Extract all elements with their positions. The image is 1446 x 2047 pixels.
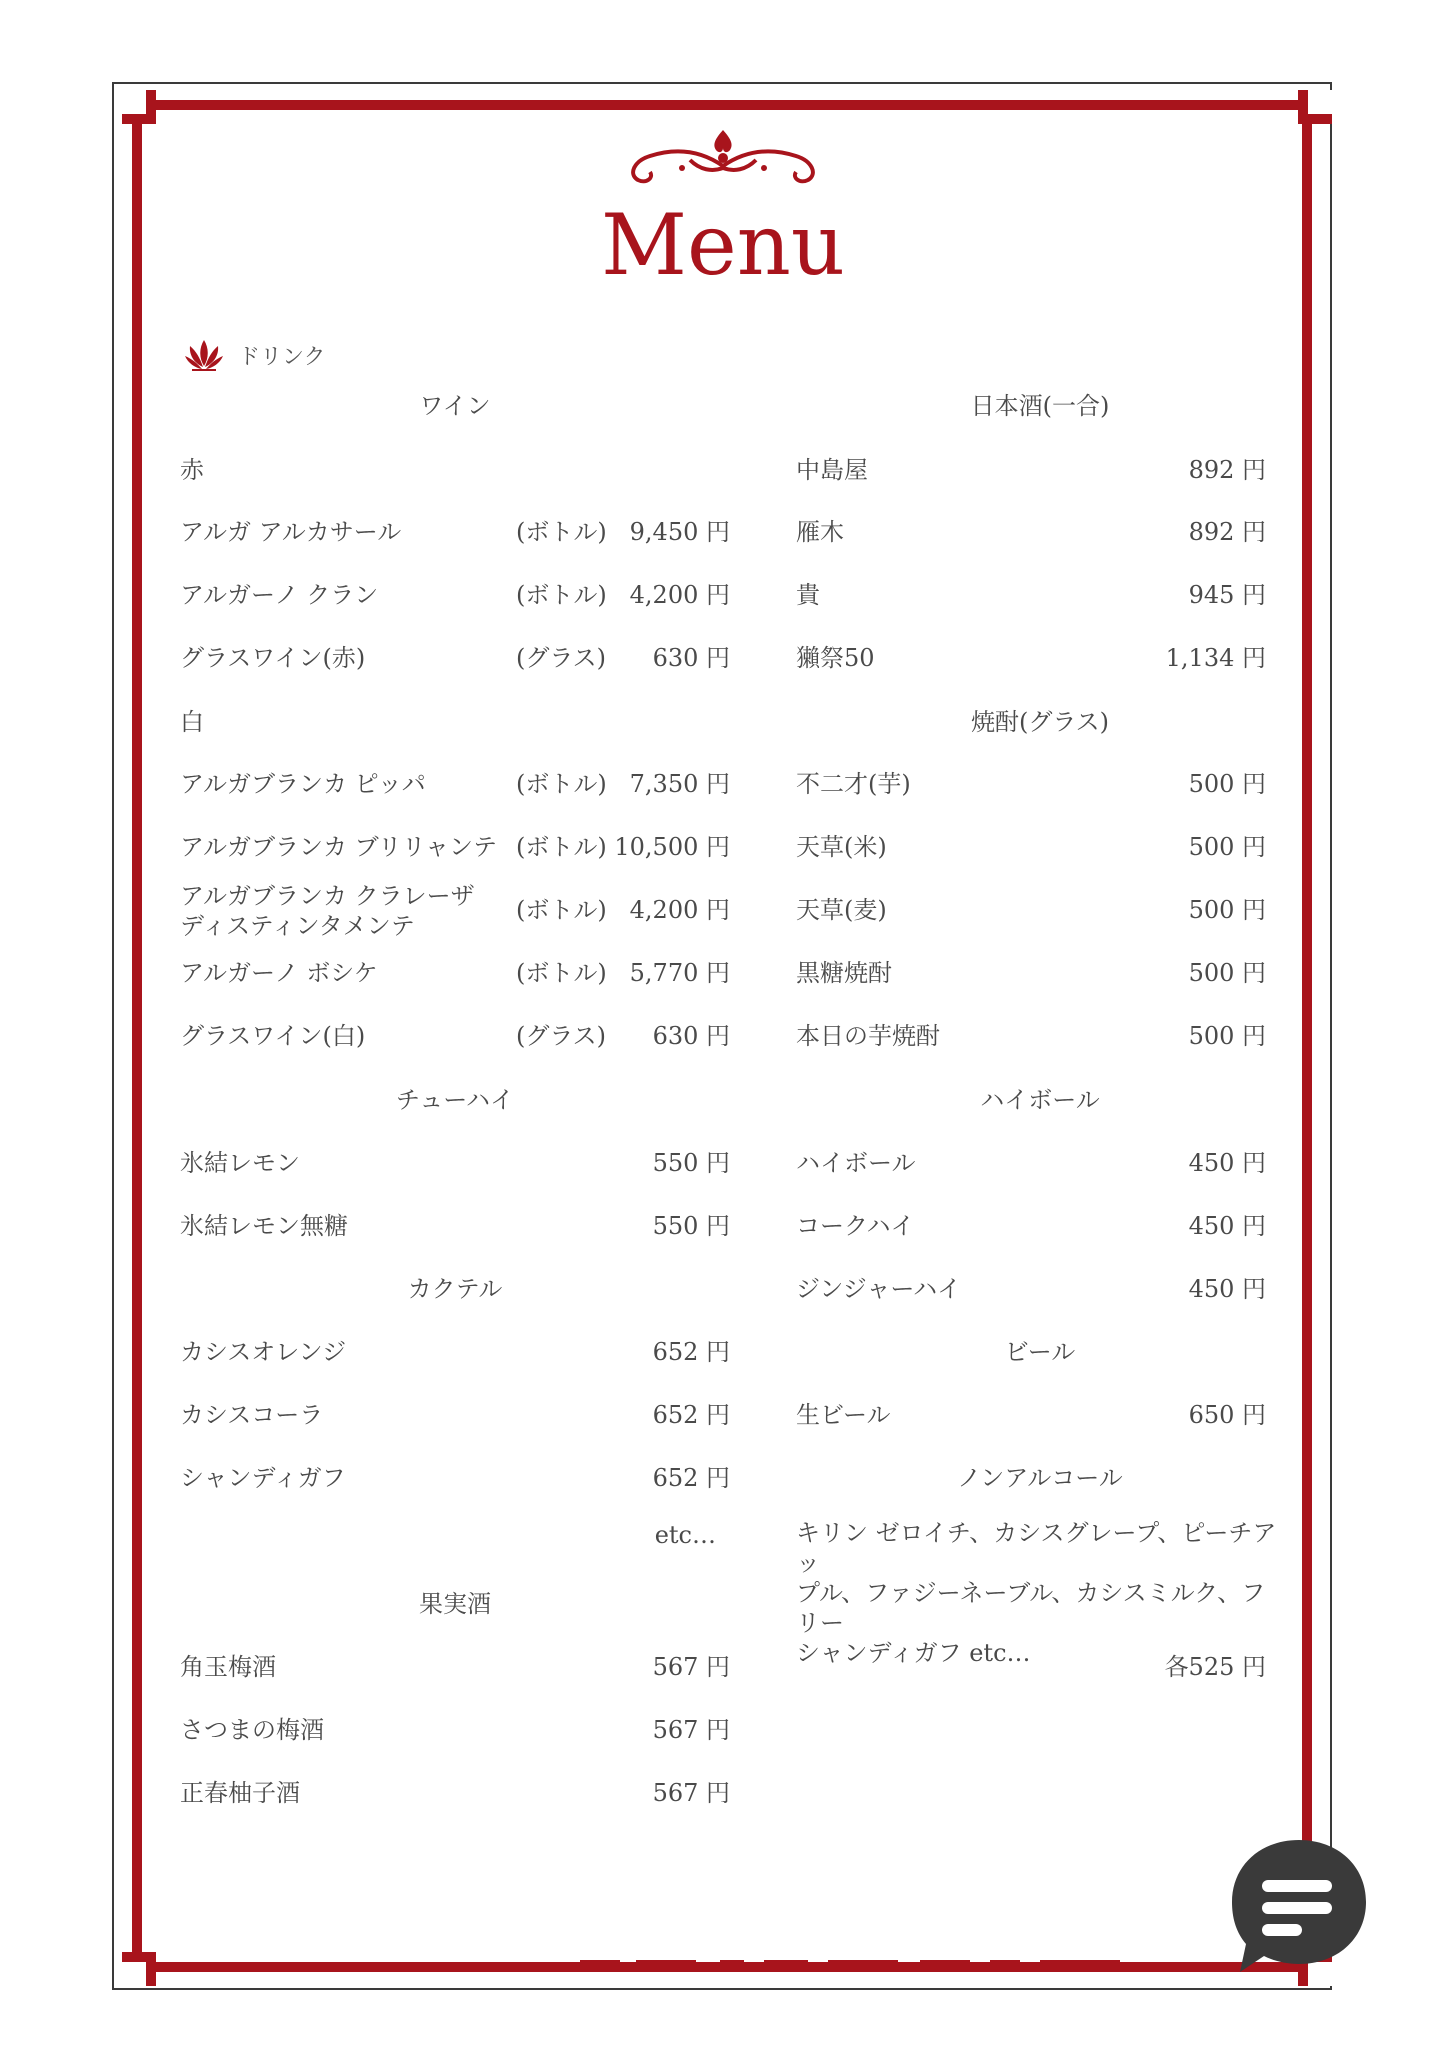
menu-item	[796, 638, 1266, 670]
menu-item	[180, 575, 730, 607]
item-name: 雁木	[796, 518, 844, 546]
section-heading-chuhai: チューハイ	[395, 1086, 515, 1114]
item-name: ジンジャーハイ	[796, 1275, 962, 1303]
item-name: アルガ アルカサール	[180, 518, 402, 546]
frame-corner	[122, 90, 156, 124]
menu-item	[180, 1016, 730, 1048]
item-price: 550 円	[652, 1212, 730, 1240]
item-price: 630 円	[652, 644, 730, 672]
item-name: アルガブランカ ブリリャンテ	[180, 833, 497, 861]
flourish-ornament-icon	[620, 126, 826, 196]
menu-item	[796, 1395, 1266, 1427]
item-name: 正春柚子酒	[180, 1779, 300, 1807]
item-unit: (ボトル)	[516, 959, 607, 987]
section-heading-shochu: 焼酎(グラス)	[970, 708, 1109, 736]
item-name: 角玉梅酒	[180, 1653, 276, 1681]
menu-item	[796, 1206, 1266, 1238]
menu-item	[180, 1206, 730, 1238]
section-heading-highball: ハイボール	[980, 1086, 1100, 1114]
section-heading-cocktail: カクテル	[407, 1275, 503, 1303]
item-name: アルガブランカ クラレーザ	[180, 882, 475, 910]
bottom-decoration	[580, 1958, 1300, 1974]
item-name: さつまの梅酒	[180, 1716, 324, 1744]
menu-item	[796, 1016, 1266, 1048]
item-name-line2: ディスティンタメンテ	[180, 912, 415, 940]
section-heading-beer: ビール	[1004, 1338, 1076, 1366]
category-label: ドリンク	[238, 344, 326, 370]
item-price: 892 円	[1188, 456, 1266, 484]
item-name: 不二才(芋)	[796, 770, 911, 798]
item-price: 500 円	[1188, 770, 1266, 798]
item-price: 567 円	[652, 1779, 730, 1807]
item-price: 5,770 円	[629, 959, 730, 987]
item-name: 生ビール	[796, 1401, 891, 1429]
item-price: 各525 円	[1164, 1653, 1266, 1681]
item-price: 4,200 円	[629, 896, 730, 924]
lotus-icon	[184, 338, 224, 372]
item-price: 652 円	[652, 1464, 730, 1492]
item-name: シャンディガフ	[180, 1464, 346, 1492]
item-unit: (ボトル)	[516, 770, 607, 798]
item-price: 10,500 円	[614, 833, 730, 861]
item-price: 4,200 円	[629, 581, 730, 609]
menu-item	[180, 953, 730, 985]
item-price: 567 円	[652, 1653, 730, 1681]
page-title: Menu	[601, 196, 845, 294]
item-price: 500 円	[1188, 1022, 1266, 1050]
item-name: アルガーノ クラン	[180, 581, 379, 609]
item-unit: (ボトル)	[516, 833, 607, 861]
item-name: アルガブランカ ピッパ	[180, 770, 426, 798]
frame-corner	[1298, 90, 1332, 124]
etc-note	[180, 1521, 716, 1553]
subheading-white: 白	[180, 708, 204, 736]
menu-item	[180, 1458, 730, 1490]
item-name: 氷結レモン	[180, 1149, 300, 1177]
menu-item	[796, 512, 1266, 544]
menu-item	[796, 575, 1266, 607]
menu-item	[180, 1710, 730, 1742]
item-price: 652 円	[652, 1401, 730, 1429]
item-name: 氷結レモン無糖	[180, 1212, 348, 1240]
item-name: ハイボール	[796, 1149, 916, 1177]
item-unit: (グラス)	[516, 1022, 607, 1050]
menu-item	[796, 953, 1266, 985]
menu-item	[180, 1773, 730, 1805]
menu-item	[180, 1395, 730, 1427]
item-price: 650 円	[1188, 1401, 1266, 1429]
item-name: 貴	[796, 581, 820, 609]
item-unit: (ボトル)	[516, 518, 607, 546]
item-price: 630 円	[652, 1022, 730, 1050]
menu-item	[796, 1269, 1266, 1301]
menu-item	[796, 764, 1266, 796]
item-name: 本日の芋焼酎	[796, 1022, 940, 1050]
item-price: 450 円	[1188, 1275, 1266, 1303]
item-name: 獺祭50	[796, 644, 875, 672]
menu-item	[180, 1143, 730, 1175]
item-name: コークハイ	[796, 1212, 915, 1240]
menu-item	[180, 1332, 730, 1364]
menu-item	[180, 876, 730, 938]
non-alcohol-line: キリン ゼロイチ、カシスグレープ、ピーチアッ	[796, 1519, 1277, 1577]
item-price: 7,350 円	[629, 770, 730, 798]
menu-item	[796, 890, 1266, 922]
item-name: 天草(麦)	[796, 896, 887, 924]
menu-item	[180, 827, 730, 859]
section-heading-fruit-liquor: 果実酒	[419, 1590, 491, 1618]
section-heading-non-alcohol: ノンアルコール	[957, 1464, 1123, 1492]
item-price: 450 円	[1188, 1212, 1266, 1240]
menu-item	[180, 512, 730, 544]
item-price: 892 円	[1188, 518, 1266, 546]
item-price: 945 円	[1188, 581, 1266, 609]
non-alcohol-price-row	[796, 1647, 1266, 1679]
section-heading-wine: ワイン	[419, 392, 491, 420]
menu-item	[796, 827, 1266, 859]
item-unit: (グラス)	[516, 644, 607, 672]
item-price: 450 円	[1188, 1149, 1266, 1177]
item-price: 500 円	[1188, 959, 1266, 987]
item-name: 黒糖焼酎	[796, 959, 892, 987]
chat-bubble-icon[interactable]	[1228, 1836, 1370, 1976]
item-price: 550 円	[652, 1149, 730, 1177]
non-alcohol-line: シャンディガフ etc…	[796, 1639, 1031, 1667]
item-name: 天草(米)	[796, 833, 887, 861]
category-heading	[184, 338, 326, 372]
frame-corner	[122, 1952, 156, 1986]
item-price: 1,134 円	[1165, 644, 1266, 672]
item-name: グラスワイン(白)	[180, 1022, 366, 1050]
item-price: 500 円	[1188, 833, 1266, 861]
menu-item	[180, 764, 730, 796]
menu-item	[180, 638, 730, 670]
item-unit: (ボトル)	[516, 581, 607, 609]
non-alcohol-list	[796, 1518, 1282, 1668]
item-name: 中島屋	[796, 456, 868, 484]
menu-item	[796, 1143, 1266, 1175]
section-heading-sake: 日本酒(一合)	[970, 392, 1110, 420]
item-price: 652 円	[652, 1338, 730, 1366]
item-name: カシスコーラ	[180, 1401, 324, 1429]
etc-label: etc…	[654, 1521, 716, 1549]
item-name: グラスワイン(赤)	[180, 644, 366, 672]
item-name: カシスオレンジ	[180, 1338, 347, 1366]
subheading-red: 赤	[180, 456, 204, 484]
item-price: 500 円	[1188, 896, 1266, 924]
non-alcohol-line: プル、ファジーネーブル、カシスミルク、フリー	[796, 1579, 1266, 1637]
item-unit: (ボトル)	[516, 896, 607, 924]
item-price: 9,450 円	[629, 518, 730, 546]
menu-item	[796, 450, 1266, 482]
menu-item	[180, 1647, 730, 1679]
item-price: 567 円	[652, 1716, 730, 1744]
item-name: アルガーノ ボシケ	[180, 959, 378, 987]
